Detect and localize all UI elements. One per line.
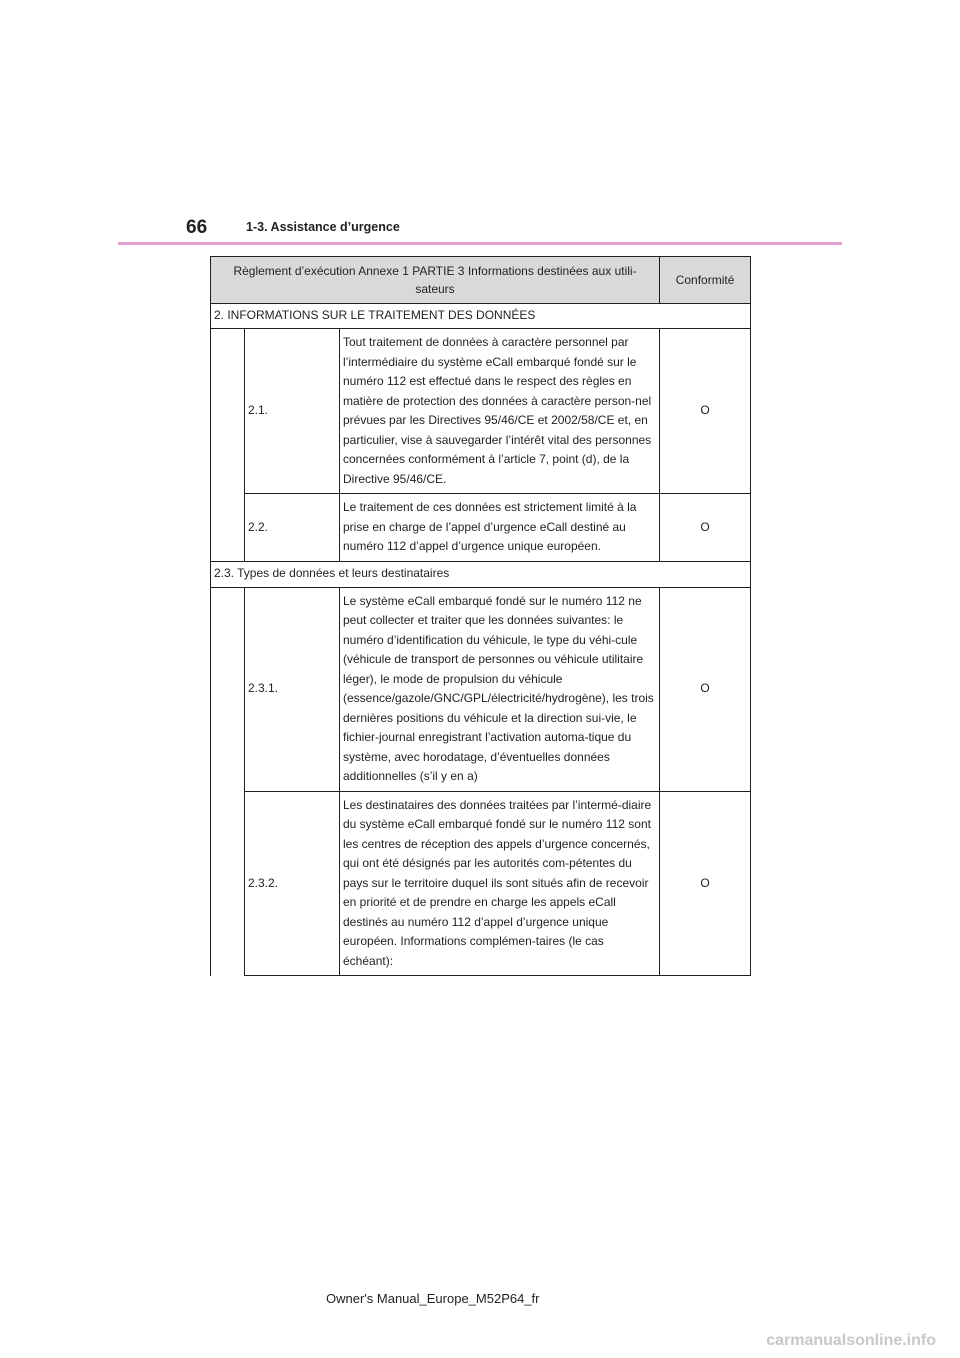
regulation-table [210, 256, 751, 976]
section-heading: 2. INFORMATIONS SUR LE TRAITEMENT DES DONNÉES [211, 304, 751, 329]
indent-cell [211, 329, 245, 562]
subsection-heading: 2.3. Types de données et leurs destinataires [211, 561, 751, 587]
indent-cell [211, 587, 245, 976]
column-header-regulation: Règlement d’exécution Annexe 1 PARTIE 3 Informations destinées aux utili-sateurs [211, 257, 660, 304]
subsection-row [211, 561, 751, 587]
row-text: Les destinataires des données traitées par l’intermé-diaire du système eCall embarqué fondé sur le numéro 112 sont les centres de réception des appels d’urgence concernés, qui ont été désignés par les autorités com-pétentes du pays sur le territoire duquel ils sont situés afin de recevoir en priorité et de prendre en charge les appels eCall destinés au numéro 112 d’appel d’urgence unique européen. Informations complémen-taires (le cas échéant): [340, 791, 660, 976]
page-number: 66 [186, 217, 208, 238]
row-number: 2.2. [245, 494, 340, 562]
row-number: 2.3.1. [245, 587, 340, 791]
row-text: Le traitement de ces données est strictement limité à la prise en charge de l’appel d’urgence eCall destiné au numéro 112 d’appel d’urgence unique européen. [340, 494, 660, 562]
table-row [211, 791, 751, 976]
table-header-row [211, 257, 751, 304]
row-number: 2.3.2. [245, 791, 340, 976]
table-row [211, 329, 751, 494]
watermark: carmanualsonline.info [766, 1332, 936, 1349]
conformity-mark: O [660, 791, 751, 976]
row-text: Tout traitement de données à caractère personnel par l’intermédiaire du système eCall embarqué fondé sur le numéro 112 est effectué dans le respect des règles en matière de protection des données à caractère person-nel prévues par les Directives 95/46/CE et 2002/58/CE et, en particulier, vise à sauvegarder l’intérêt vital des personnes concernées conformément à l’article 7, point (d), de la Directive 95/46/CE. [340, 329, 660, 494]
section-row [211, 304, 751, 329]
table-row [211, 494, 751, 562]
conformity-mark: O [660, 587, 751, 791]
header-rule [118, 242, 842, 245]
conformity-mark: O [660, 494, 751, 562]
row-text: Le système eCall embarqué fondé sur le numéro 112 ne peut collecter et traiter que les données suivantes: le numéro d’identification du véhicule, le type du véhi-cule (véhicule de transport de personnes ou véhicule utilitaire léger), le mode de propulsion du véhicule (essence/gazole/GNC/GPL/électricité/hydrogène), les trois dernières positions du véhicule et la direction sui-vie, le fichier-journal enregistrant l’activation automa-tique du système, avec horodatage, d’éventuelles données additionnelles (s’il y en a) [340, 587, 660, 791]
conformity-mark: O [660, 329, 751, 494]
manual-identifier: Owner's Manual_Europe_M52P64_fr [326, 1291, 540, 1306]
row-number: 2.1. [245, 329, 340, 494]
table-row [211, 587, 751, 791]
section-title: 1-3. Assistance d’urgence [246, 220, 400, 234]
column-header-conformity: Conformité [660, 257, 751, 304]
